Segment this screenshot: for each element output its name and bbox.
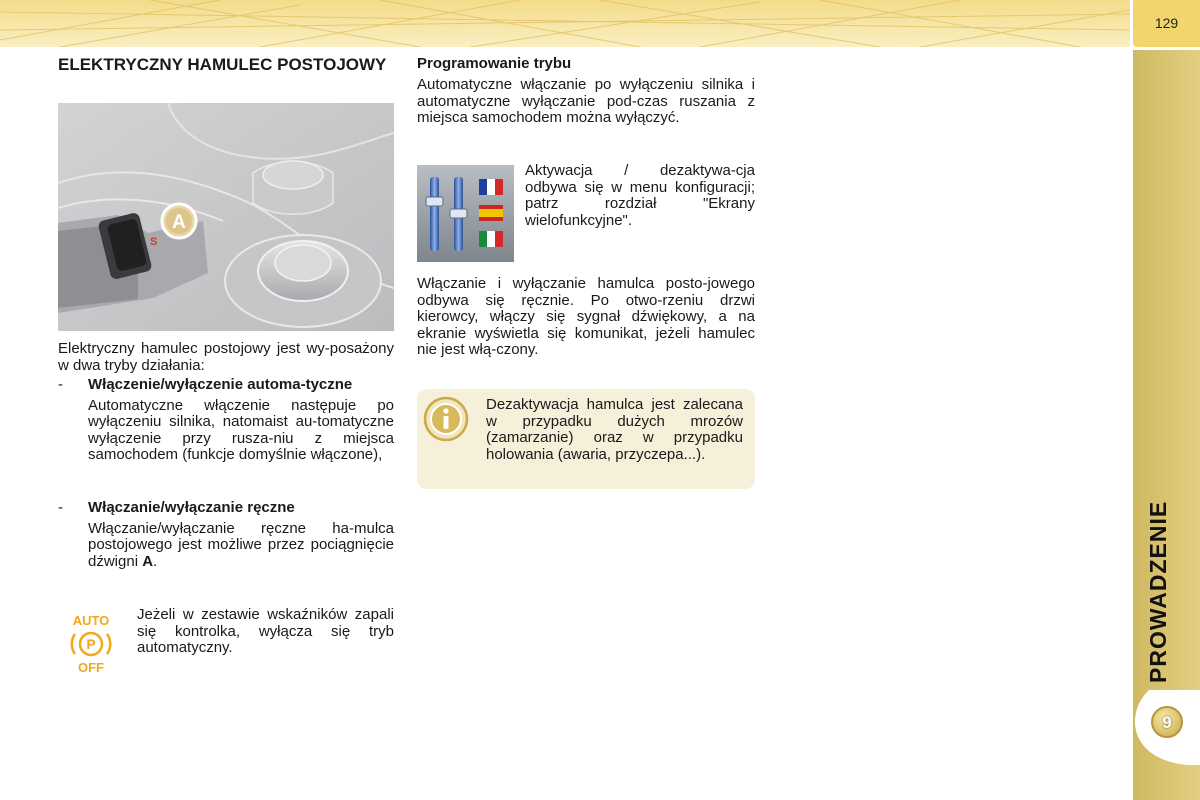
lever-reference: A — [142, 552, 154, 570]
section-label: PROWADZENIE — [1145, 500, 1171, 683]
auto-park-off-icon — [62, 612, 120, 676]
chapter-side-band — [1133, 50, 1200, 800]
header-band — [0, 0, 1130, 47]
list-dash: - — [58, 499, 63, 516]
lever-a-label: A — [172, 212, 186, 233]
list-item-title: Włączenie/wyłączenie automa-tyczne — [88, 376, 353, 393]
auto-warning-paragraph — [137, 607, 394, 657]
intro-paragraph — [58, 341, 394, 374]
page-number: 129 — [1154, 15, 1179, 31]
list-item-body — [88, 521, 394, 571]
parking-brake-photo — [58, 103, 394, 331]
info-icon — [423, 396, 469, 442]
list-item-title: Włączanie/wyłączanie ręczne — [88, 499, 295, 516]
chapter-number: 9 — [1162, 713, 1172, 732]
list-item-body-text: Włączanie/wyłączanie ręczne ha-mulca postojowego jest możliwe przez pociągnięcie dźwigni — [88, 519, 394, 570]
programming-text: Automatyczne włączanie po wyłączeniu silnika i automatyczne wyłączanie pod-czas ruszania z miejsca samochodem można wyłączyć. — [417, 76, 755, 126]
programming-heading: Programowanie trybu — [417, 55, 572, 72]
list-dash: - — [58, 376, 63, 393]
auto-icon-top-text: AUTO — [72, 613, 110, 628]
chapter-badge — [1151, 706, 1183, 738]
page-number-tab — [1133, 0, 1200, 47]
programming-paragraph — [417, 77, 755, 127]
list-item-manual — [58, 500, 394, 570]
left-column — [58, 55, 394, 74]
list-item-automatic — [58, 377, 394, 464]
menu-text: Aktywacja / dezaktywa-cja odbywa się w menu konfiguracji; patrz rozdział "Ekrany wielofunkcyjne". — [525, 162, 755, 229]
auto-warning-text: Jeżeli w zestawie wskaźników zapali się kontrolka, wyłącza się tryb automatyczny. — [137, 606, 394, 656]
config-menu-image — [417, 165, 514, 262]
menu-paragraph — [525, 163, 755, 229]
programming-heading-block — [417, 55, 755, 72]
list-item-body-end: . — [153, 552, 158, 570]
list-item-body: Automatyczne włączenie następuje po wyłączeniu silnika, natomaist au-tomatyczne wyłączenie przy rusza-niu z miejsca samochodem (funkcje domyślnie włączone), — [88, 396, 394, 463]
manual-text: Włączanie i wyłączanie hamulca posto-jowego odbywa się ręcznie. Po otwo-rzeniu drzwi kierowcy, włączy się sygnał dźwiękowy, a na ekranie wyświetla się komunikat, jeżeli hamulec nie jest włą-czony. — [417, 275, 755, 358]
intro-text: Elektryczny hamulec postojowy jest wy-posażony w dwa tryby działania: — [58, 340, 394, 374]
svg-text:S: S — [150, 236, 158, 248]
info-text: Dezaktywacja hamulca jest zalecana w przypadku dużych mrozów (zamarzanie) oraz w przypadku holowania (awaria, przyczepa...). — [486, 396, 743, 463]
manual-paragraph — [417, 276, 755, 359]
info-paragraph — [486, 397, 743, 463]
auto-icon-center-text: P — [86, 636, 96, 652]
section-heading: ELEKTRYCZNY HAMULEC POSTOJOWY — [58, 55, 387, 74]
auto-icon-bottom-text: OFF — [78, 660, 104, 675]
